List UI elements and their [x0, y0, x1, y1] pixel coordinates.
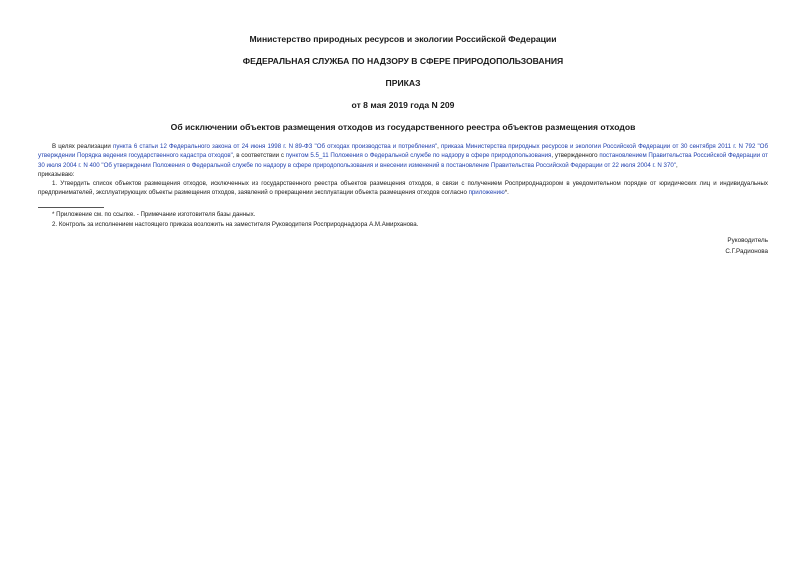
signature-block	[38, 235, 768, 257]
document-body	[38, 142, 768, 229]
signature-name: С.Г.Радионова	[725, 248, 768, 256]
link-government-decree-400[interactable]: постановлением Правительства Российской Федерации от 30 июля 2004 г. N 400 "Об утверждении Положения о Федеральной службе по надзору в сфере природопользования и внесении изменений в постановление Правительства Российской Федерации от 22 июля 2004 г. N 370"	[38, 152, 768, 169]
preamble-text-3: , в соответствии с	[232, 152, 286, 160]
link-regulation-item-5-5-11[interactable]: пунктом 5.5_11 Положения о Федеральной службе по надзору в сфере природопользования	[285, 152, 552, 160]
ministry-title: Министерство природных ресурсов и экологии Российской Федерации	[249, 34, 557, 44]
link-appendix[interactable]: приложению	[468, 189, 505, 197]
item-2-paragraph: 2. Контроль за исполнением настоящего приказа возложить на заместителя Руководителя Росприроднадзора А.М.Амирханова.	[52, 221, 419, 229]
order-word: приказываю:	[38, 170, 75, 178]
service-title: ФЕДЕРАЛЬНАЯ СЛУЖБА ПО НАДЗОРУ В СФЕРЕ ПРИРОДОПОЛЬЗОВАНИЯ	[242, 56, 564, 66]
preamble-text-5: ,	[675, 161, 678, 169]
link-ministry-order-792[interactable]: приказа Министерства природных ресурсов и экологии Российской Федерации от 30 сентября 2011 г. N 792 "Об утверждении Порядка ведения государственного кадастра отходов"	[38, 143, 768, 160]
document-page	[38, 34, 768, 257]
signature-position: Руководитель	[727, 237, 768, 245]
document-subject: Об исключении объектов размещения отходов из государственного реестра объектов размещения отходов	[170, 122, 636, 132]
footnote: * Приложение см. по ссылке. - Примечание изготовителя базы данных.	[52, 210, 256, 218]
preamble-text-4: , утвержденного	[551, 152, 600, 160]
document-date-number: от 8 мая 2019 года N 209	[351, 100, 455, 110]
preamble-paragraph	[38, 142, 768, 170]
item-1-paragraph	[38, 179, 768, 198]
preamble-text-1: В целях реализации	[52, 143, 113, 150]
preamble-text-2: ,	[437, 143, 441, 150]
link-federal-law-89[interactable]: пункта 6 статьи 12 Федерального закона от 24 июня 1998 г. N 89-ФЗ "Об отходах производства и потребления"	[113, 143, 438, 150]
item-1-tail: *.	[504, 189, 509, 197]
item-1-text: 1. Утвердить список объектов размещения отходов, исключенных из государственного реестра объектов размещения отходов, в связи с получением Росприроднадзором в уведомительном порядке от юридических лиц и индивидуальных предпринимателей, эксплуатирующих объекты размещения отходов, заявлений о прекращении эксплуатации объекта размещения отходов согласно	[38, 180, 768, 197]
footnote-divider	[38, 207, 104, 208]
document-type: ПРИКАЗ	[385, 78, 421, 88]
